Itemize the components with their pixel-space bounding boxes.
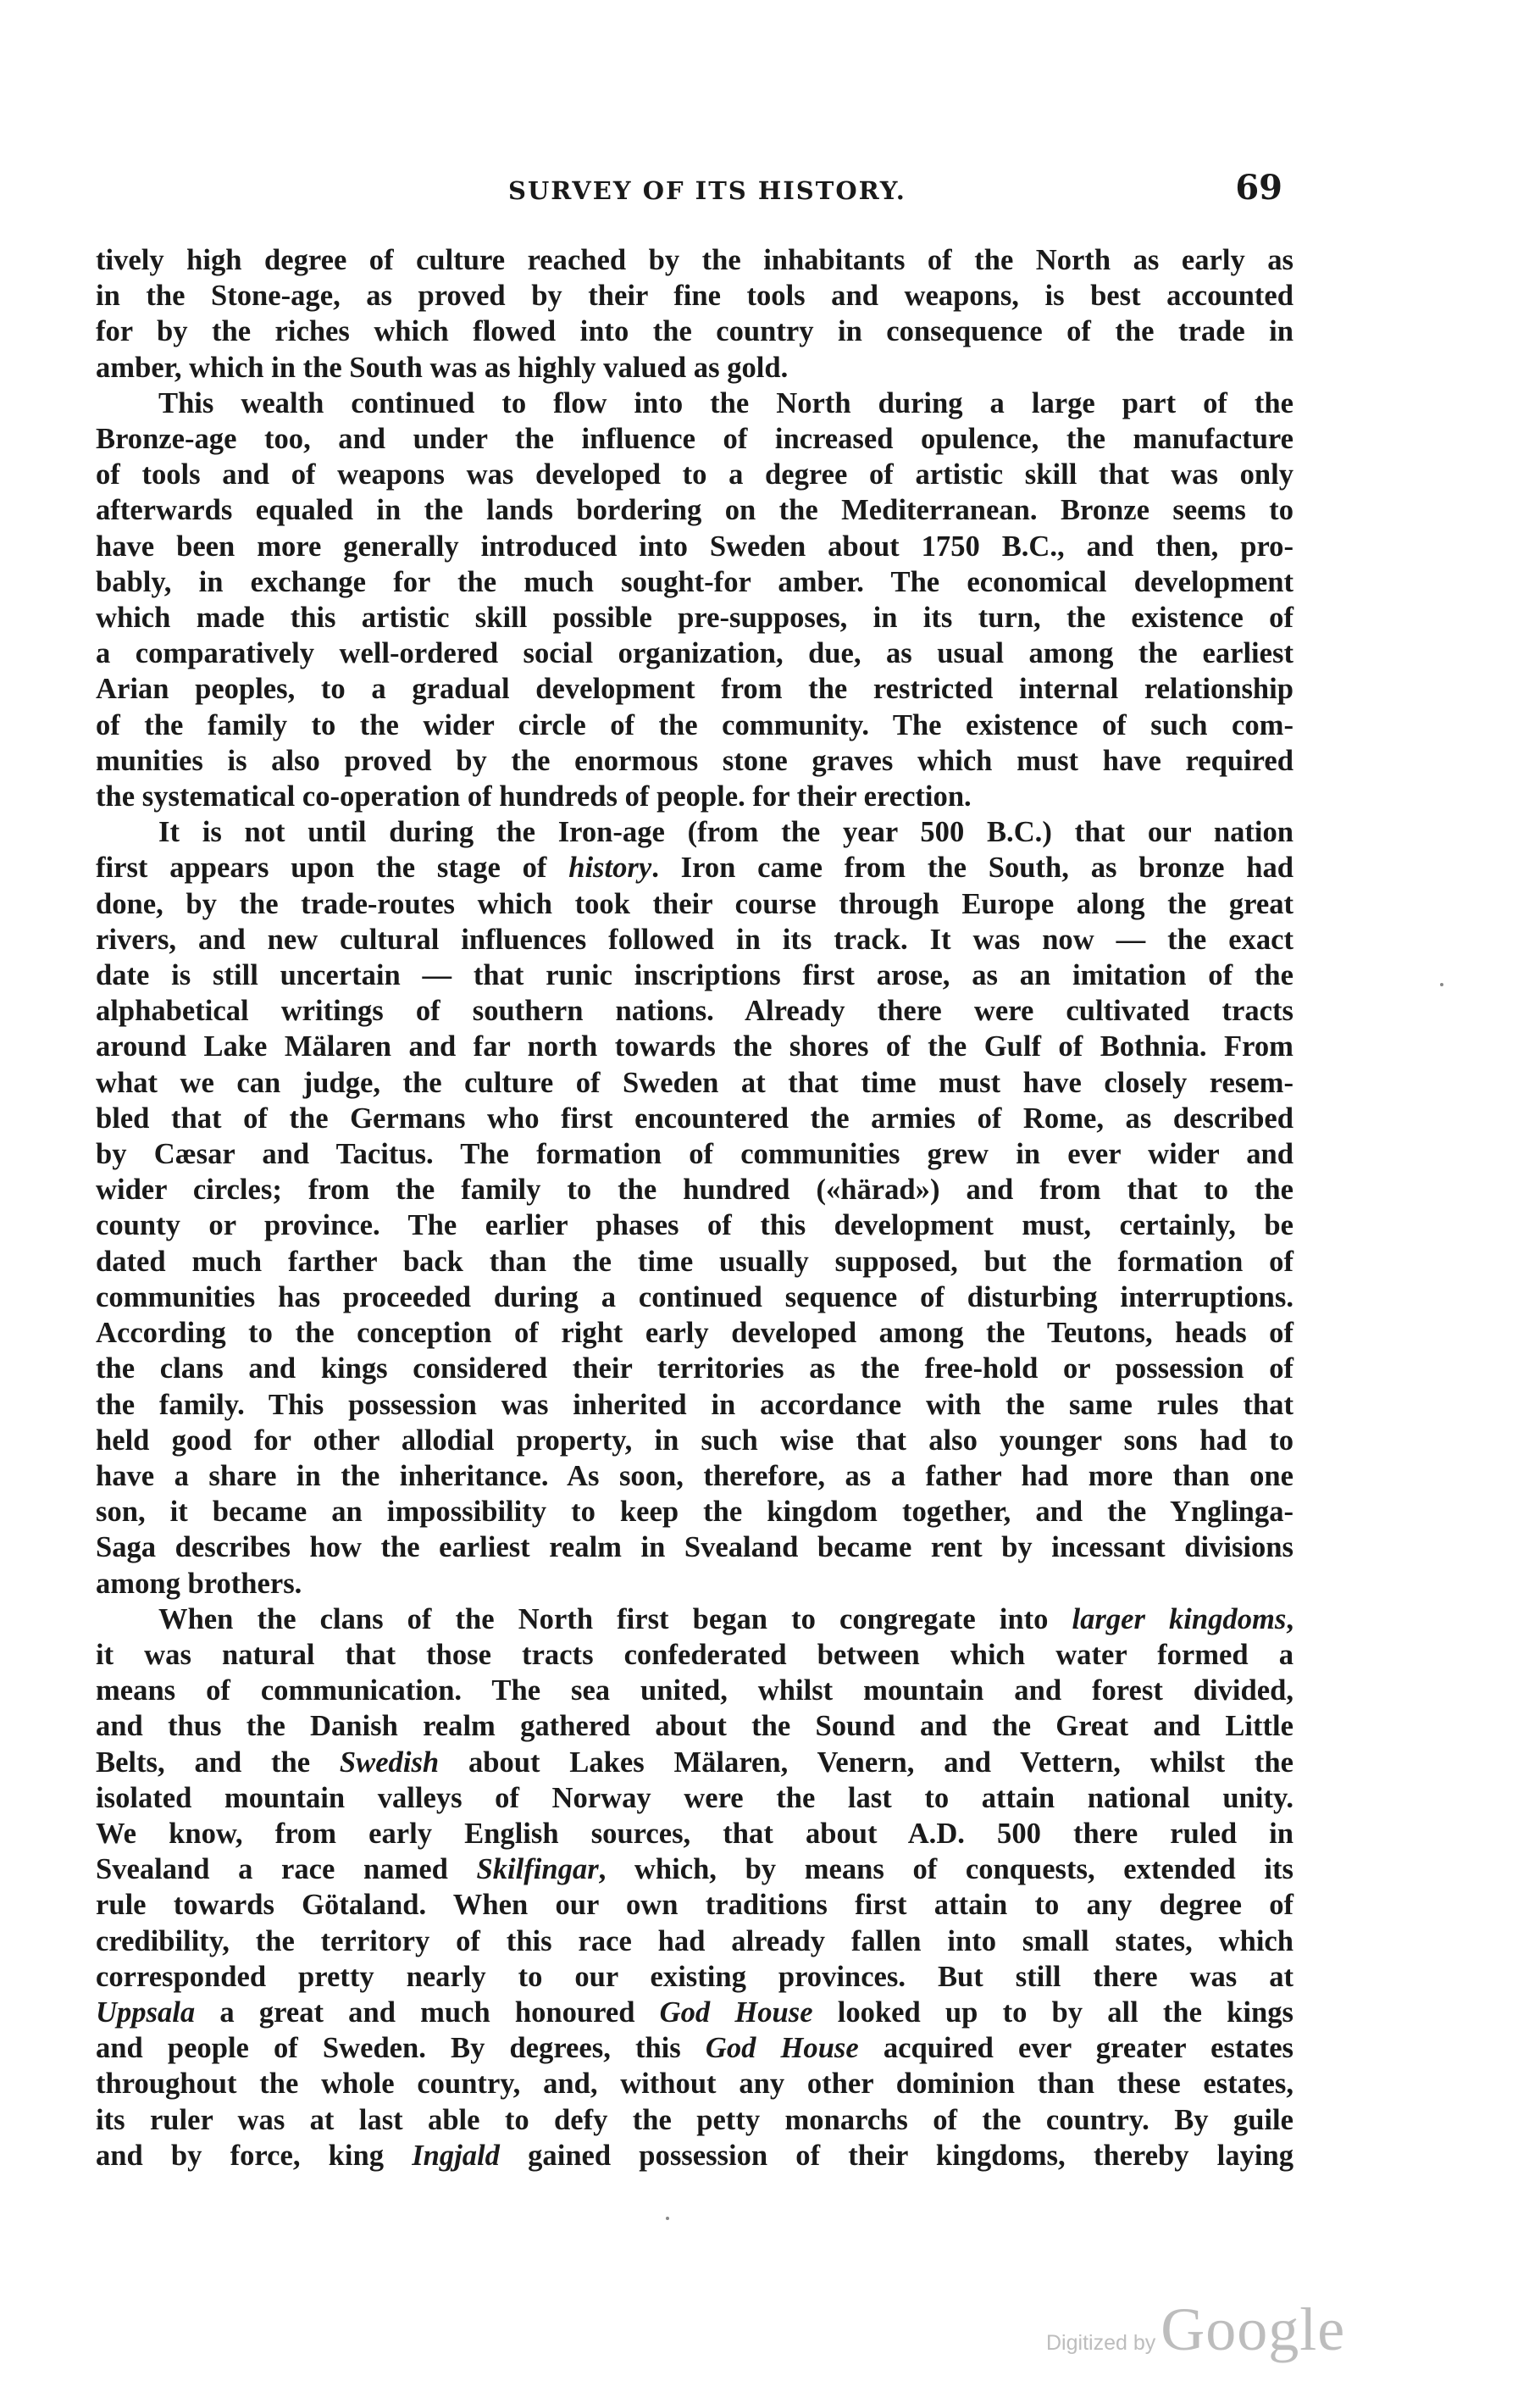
- text-line: have a share in the inheritance. As soon, therefore, as a father had more than one: [96, 1459, 1293, 1492]
- text-line: rule towards Götaland. When our own traditions first attain to any degree of: [96, 1889, 1293, 1922]
- text-line: held good for other allodial property, in such wise that also younger sons had to: [96, 1424, 1293, 1457]
- text-line: for by the riches which flowed into the country in consequence of the trade in: [96, 315, 1293, 348]
- text-line: dated much farther back than the time usually supposed, but the formation of: [96, 1245, 1293, 1278]
- text-line: wider circles; from the family to the hundred («härad») and from that to the: [96, 1174, 1293, 1207]
- text-line: among brothers.: [96, 1567, 302, 1600]
- text-line: Bronze-age too, and under the influence of increased opulence, the manufacture: [96, 423, 1293, 456]
- text-line: Arian peoples, to a gradual development from the restricted internal relationship: [96, 673, 1293, 706]
- text-line: isolated mountain valleys of Norway were the last to attain national unity.: [96, 1781, 1293, 1814]
- text-line: the systematical co-operation of hundreds of people. for their erection.: [96, 780, 972, 813]
- text-line: amber, which in the South was as highly valued as gold.: [96, 351, 789, 384]
- body-text: [96, 242, 1293, 2173]
- text-line: afterwards equaled in the lands bordering on the Mediterranean. Bronze seems to: [96, 494, 1293, 527]
- text-line: credibility, the territory of this race had already fallen into small states, which: [96, 1924, 1293, 1957]
- margin-speck: [1440, 983, 1443, 986]
- watermark-prefix: Digitized by: [1046, 2331, 1156, 2355]
- text-line: which made this artistic skill possible pre-supposes, in its turn, the existence of: [96, 602, 1293, 635]
- text-line: it was natural that those tracts confederated between which water formed a: [96, 1638, 1293, 1671]
- text-line: It is not until during the Iron-age (from the year 500 B.C.) that our nation: [158, 816, 1294, 849]
- text-line: around Lake Mälaren and far north towards the shores of the Gulf of Bothnia. From: [96, 1030, 1293, 1063]
- text-line: This wealth continued to flow into the North during a large part of the: [158, 386, 1293, 419]
- text-line: alphabetical writings of southern nations. Already there were cultivated tracts: [96, 995, 1293, 1028]
- text-line: son, it became an impossibility to keep the kingdom together, and the Ynglinga-: [96, 1496, 1293, 1529]
- text-line: and thus the Danish realm gathered about the Sound and the Great and Little: [96, 1710, 1293, 1743]
- text-line: According to the conception of right early developed among the Teutons, heads of: [96, 1317, 1293, 1350]
- text-line: Uppsala a great and much honoured God House looked up to by all the kings: [96, 1996, 1293, 2029]
- text-line: and people of Sweden. By degrees, this God House acquired ever greater estates: [96, 2032, 1294, 2065]
- text-line: rivers, and new cultural influences followed in its track. It was now — the exact: [96, 923, 1293, 956]
- text-line: bled that of the Germans who first encountered the armies of Rome, as described: [96, 1102, 1293, 1135]
- digitized-watermark: [1046, 2295, 1345, 2365]
- text-line: of the family to the wider circle of the community. The existence of such com-: [96, 708, 1293, 741]
- text-line: date is still uncertain — that runic inscriptions first arose, as an imitation of the: [96, 959, 1293, 992]
- running-head: SURVEY OF ITS HISTORY.: [508, 176, 906, 205]
- text-line: communities has proceeded during a continued sequence of disturbing interruptions.: [96, 1280, 1293, 1313]
- text-line: first appears upon the stage of history. Iron came from the South, as bronze had: [96, 852, 1293, 885]
- text-line: the clans and kings considered their territories as the free-hold or possession of: [96, 1352, 1293, 1385]
- text-line: Saga describes how the earliest realm in Svealand became rent by incessant divisions: [96, 1531, 1293, 1564]
- text-line: the family. This possession was inherited in accordance with the same rules that: [96, 1388, 1293, 1421]
- page-number: 69: [1235, 168, 1282, 208]
- text-line: of tools and of weapons was developed to a degree of artistic skill that was only: [96, 458, 1293, 491]
- text-line: have been more generally introduced into Sweden about 1750 B.C., and then, pro-: [96, 530, 1293, 563]
- text-line: county or province. The earlier phases of this development must, certainly, be: [96, 1209, 1293, 1242]
- text-line: done, by the trade-routes which took their course through Europe along the great: [96, 887, 1293, 920]
- text-line: corresponded pretty nearly to our existing provinces. But still there was at: [96, 1960, 1293, 1993]
- text-line: When the clans of the North first began to congregate into larger kingdoms,: [158, 1602, 1293, 1635]
- text-line: its ruler was at last able to defy the petty monarchs of the country. By guile: [96, 2103, 1293, 2136]
- google-logo: Google: [1161, 2295, 1346, 2363]
- text-line: in the Stone-age, as proved by their fine tools and weapons, is best accounted: [96, 280, 1293, 313]
- text-line: means of communication. The sea united, whilst mountain and forest divided,: [96, 1674, 1293, 1707]
- text-line: We know, from early English sources, that about A.D. 500 there ruled in: [96, 1817, 1293, 1850]
- text-line: by Cæsar and Tacitus. The formation of communities grew in ever wider and: [96, 1138, 1293, 1171]
- text-line: bably, in exchange for the much sought-for amber. The economical development: [96, 565, 1293, 598]
- text-line: what we can judge, the culture of Sweden at that time must have closely resem-: [96, 1066, 1293, 1099]
- margin-speck: [666, 2217, 669, 2220]
- text-line: Belts, and the Swedish about Lakes Mälaren, Venern, and Vettern, whilst the: [96, 1746, 1293, 1779]
- text-line: Svealand a race named Skilfingar, which, by means of conquests, extended its: [96, 1853, 1293, 1886]
- text-line: and by force, king Ingjald gained possession of their kingdoms, thereby laying: [96, 2139, 1293, 2172]
- text-line: tively high degree of culture reached by the inhabitants of the North as early as: [96, 244, 1293, 276]
- text-line: a comparatively well-ordered social organization, due, as usual among the earliest: [96, 637, 1293, 670]
- text-line: throughout the whole country, and, without any other dominion than these estates,: [96, 2068, 1293, 2101]
- text-line: munities is also proved by the enormous stone graves which must have required: [96, 744, 1293, 777]
